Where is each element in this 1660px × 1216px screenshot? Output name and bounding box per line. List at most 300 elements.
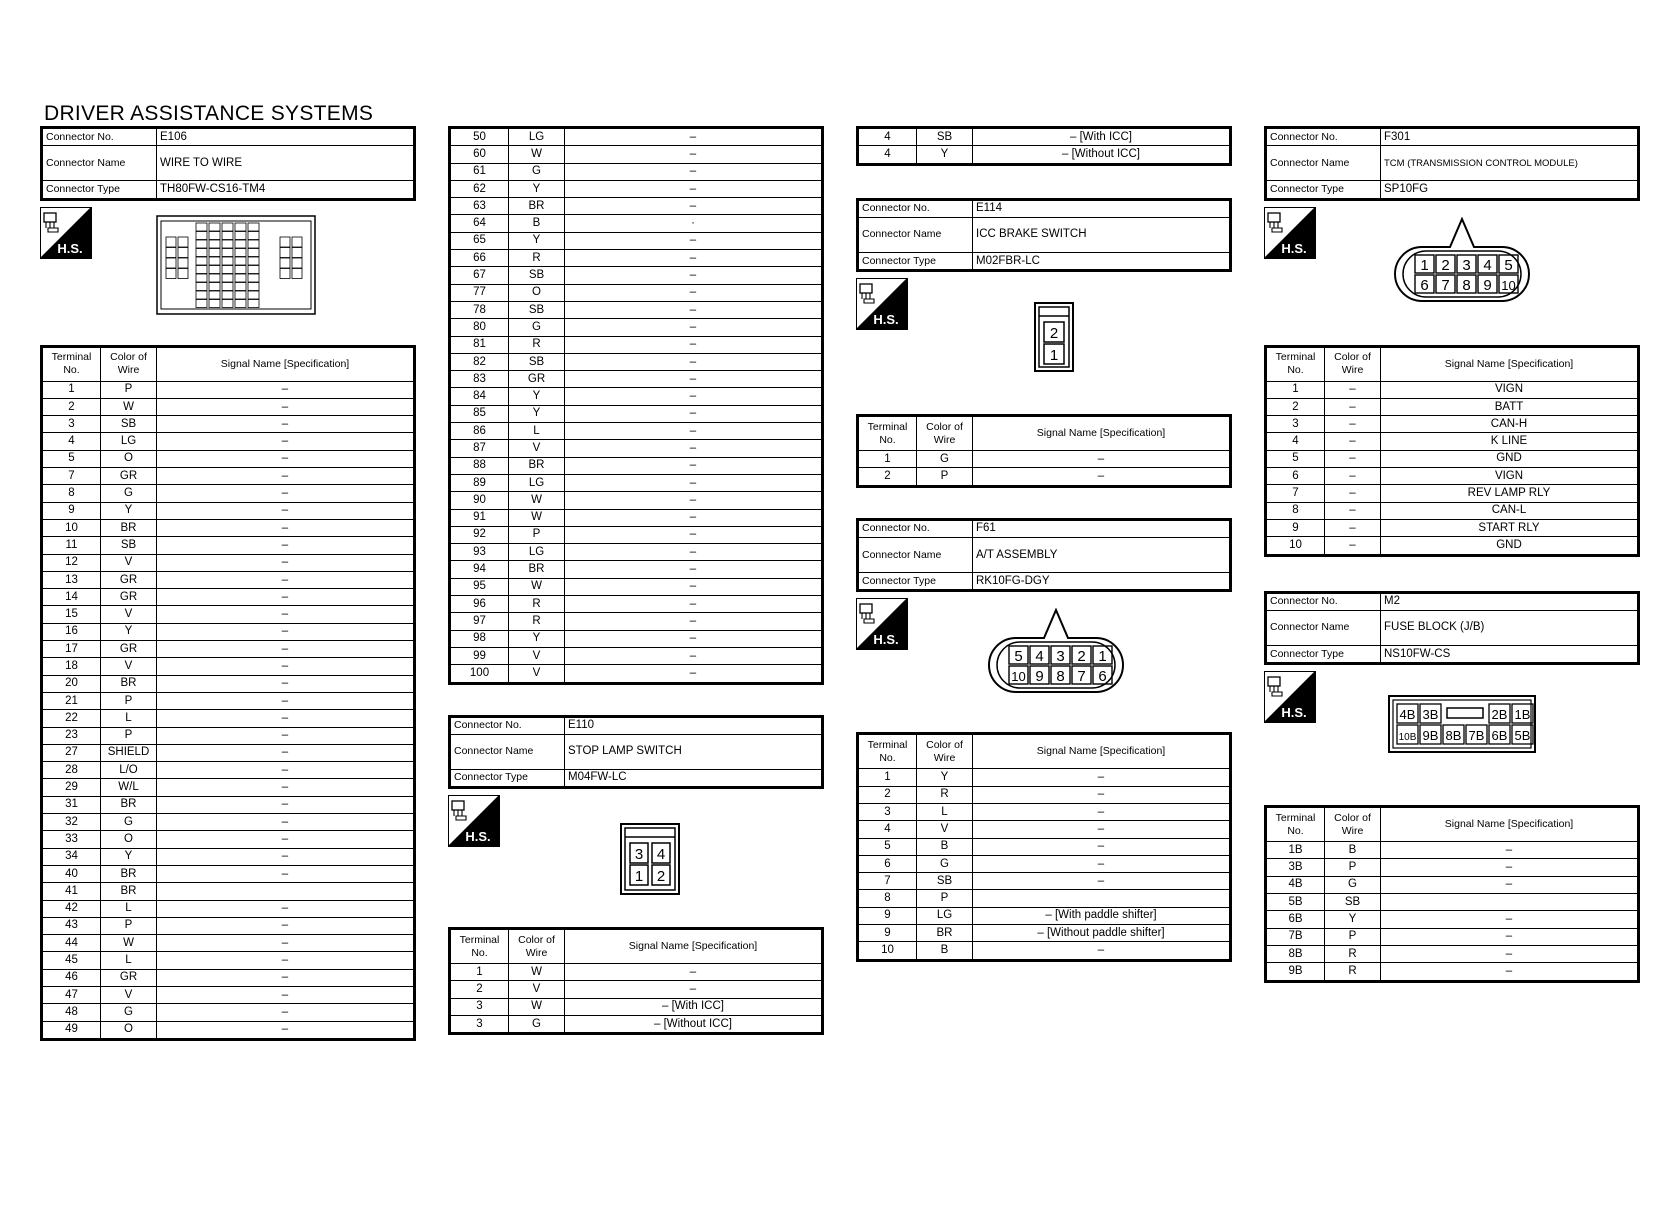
signal-name-cell: – (157, 900, 415, 917)
connector-type-label: Connector Type (858, 252, 973, 270)
terminal-no-cell: 7 (858, 873, 917, 890)
wire-color-cell: O (101, 450, 157, 467)
signal-name-cell: – (973, 769, 1231, 786)
wire-color-cell: SB (1325, 894, 1381, 911)
wire-color-cell: – (1325, 502, 1381, 519)
table-row (450, 198, 823, 215)
table-row (858, 769, 1231, 786)
wire-color-cell: B (917, 942, 973, 960)
signal-name-cell: – (1381, 963, 1639, 981)
table-row (450, 509, 823, 526)
table-row (42, 468, 415, 485)
signal-name-cell: – (1381, 911, 1639, 928)
signal-name-cell: – (157, 814, 415, 831)
terminal-no-cell: 9 (858, 925, 917, 942)
signal-name-cell: BATT (1381, 398, 1639, 415)
connector-no-value: E110 (565, 716, 823, 734)
terminal-no-cell: 1 (1266, 381, 1325, 398)
terminal-no-cell: 31 (42, 796, 101, 813)
harness-side-icon (40, 207, 92, 259)
signal-name-cell: – (565, 981, 823, 998)
column-4 (1264, 126, 1640, 983)
wire-color-cell: Y (101, 502, 157, 519)
terminal-table-f61 (856, 732, 1232, 961)
connector-info-m2 (1264, 591, 1640, 666)
terminal-no-header: Terminal No. (1266, 807, 1325, 842)
wire-color-cell: B (509, 215, 565, 232)
terminal-no-cell: 28 (42, 762, 101, 779)
table-row (450, 180, 823, 197)
table-row (42, 589, 415, 606)
signal-name-cell: REV LAMP RLY (1381, 485, 1639, 502)
terminal-no-cell: 62 (450, 180, 509, 197)
terminal-no-cell: 4 (858, 821, 917, 838)
wire-color-cell: W (509, 509, 565, 526)
signal-name-cell: – (157, 468, 415, 485)
terminal-no-cell: 1 (858, 451, 917, 468)
table-row (42, 381, 415, 398)
signal-name-cell: – (157, 623, 415, 640)
terminal-no-header: Terminal No. (42, 346, 101, 381)
signal-name-cell: – (565, 232, 823, 249)
connector-type-value: NS10FW-CS (1381, 645, 1639, 663)
connector-f301-face-icon (1392, 217, 1532, 307)
signal-name-cell: – (1381, 928, 1639, 945)
terminal-no-cell: 66 (450, 250, 509, 267)
terminal-no-cell: 96 (450, 596, 509, 613)
wire-color-cell: W (509, 578, 565, 595)
wire-color-cell: V (101, 554, 157, 571)
table-row (450, 423, 823, 440)
table-row (450, 526, 823, 543)
signal-name-cell: – (565, 336, 823, 353)
table-row (450, 457, 823, 474)
terminal-no-cell: 77 (450, 284, 509, 301)
signal-name-cell: – (565, 665, 823, 683)
pin-label: 9 (1035, 668, 1044, 686)
terminal-no-header: Terminal No. (858, 416, 917, 451)
terminal-table-e106-b (448, 126, 824, 685)
wire-color-cell: BR (509, 561, 565, 578)
signal-name-cell: – (157, 641, 415, 658)
wire-color-cell: W (509, 998, 565, 1015)
wire-color-cell: – (1325, 398, 1381, 415)
table-row (42, 675, 415, 692)
signal-name-cell: – (973, 803, 1231, 820)
terminal-no-cell: 5B (1266, 894, 1325, 911)
signal-name-cell: – (157, 865, 415, 882)
table-row (858, 873, 1231, 890)
table-row (1266, 485, 1639, 502)
terminal-no-cell: 20 (42, 675, 101, 692)
table-row (42, 623, 415, 640)
terminal-no-cell: 29 (42, 779, 101, 796)
pin-label: 1 (1098, 648, 1107, 666)
table-row (1266, 963, 1639, 981)
terminal-no-cell: 10 (858, 942, 917, 960)
terminal-no-cell: 60 (450, 146, 509, 163)
signal-name-cell: GND (1381, 450, 1639, 467)
wire-color-cell: B (1325, 842, 1381, 859)
table-row (42, 398, 415, 415)
signal-name-cell: – (565, 457, 823, 474)
signal-name-cell: – (157, 831, 415, 848)
signal-name-cell: – (1381, 945, 1639, 962)
signal-name-cell: – (565, 371, 823, 388)
table-row (1266, 502, 1639, 519)
wire-color-cell: SHIELD (101, 744, 157, 761)
signal-name-cell: – (157, 485, 415, 502)
pin-label: 2 (656, 868, 666, 886)
connector-graphic-f301 (1264, 201, 1640, 333)
connector-graphic-f61 (856, 592, 1232, 720)
wire-color-cell: L/O (101, 762, 157, 779)
terminal-no-cell: 1 (450, 964, 509, 981)
hs-label: H.S. (57, 240, 83, 256)
connector-type-value: RK10FG-DGY (973, 573, 1231, 591)
table-row (42, 727, 415, 744)
terminal-no-cell: 8B (1266, 945, 1325, 962)
terminal-no-cell: 89 (450, 474, 509, 491)
terminal-no-cell: 4 (858, 128, 917, 146)
connector-name-label: Connector Name (858, 538, 973, 573)
color-header: Color of Wire (101, 346, 157, 381)
pin-label: 3 (1056, 648, 1065, 666)
signal-name-cell: – (565, 267, 823, 284)
terminal-no-cell: 81 (450, 336, 509, 353)
terminal-no-cell: 48 (42, 1004, 101, 1021)
wire-color-cell: O (101, 1021, 157, 1039)
terminal-no-cell: 46 (42, 969, 101, 986)
table-row (42, 537, 415, 554)
connector-info-f61 (856, 518, 1232, 593)
connector-no-label: Connector No. (1266, 592, 1381, 610)
wire-color-cell: BR (101, 796, 157, 813)
terminal-no-cell: 8 (1266, 502, 1325, 519)
terminal-no-cell: 8 (858, 890, 917, 907)
table-row (1266, 537, 1639, 555)
signal-name-cell: – (1381, 842, 1639, 859)
signal-name-cell: – (565, 440, 823, 457)
table-row (858, 942, 1231, 960)
wire-color-cell: – (1325, 381, 1381, 398)
terminal-no-cell: 88 (450, 457, 509, 474)
terminal-no-cell: 99 (450, 647, 509, 664)
signal-name-cell: – (157, 398, 415, 415)
signal-name-cell: GND (1381, 537, 1639, 555)
signal-name-cell: – (157, 502, 415, 519)
wire-color-cell: SB (509, 301, 565, 318)
pin-label: 10B (1398, 732, 1417, 744)
signal-name-cell: · (565, 215, 823, 232)
signal-name-cell: – (157, 537, 415, 554)
table-row (858, 146, 1231, 164)
terminal-no-cell: 63 (450, 198, 509, 215)
pin-label: 10 (1011, 669, 1026, 685)
table-row (858, 821, 1231, 838)
terminal-no-cell: 3 (858, 803, 917, 820)
wire-color-cell: BR (101, 883, 157, 900)
wire-color-cell: BR (917, 925, 973, 942)
hs-label: H.S. (1281, 705, 1307, 721)
signal-name-cell: VIGN (1381, 468, 1639, 485)
signal-name-cell: – (565, 578, 823, 595)
wire-color-cell: W (509, 964, 565, 981)
terminal-table-e110-continued (856, 126, 1232, 166)
terminal-no-cell: 80 (450, 319, 509, 336)
connector-e106-face-icon (156, 215, 316, 315)
table-row (450, 665, 823, 683)
terminal-no-cell: 64 (450, 215, 509, 232)
table-row (858, 890, 1231, 907)
connector-type-label: Connector Type (1266, 181, 1381, 199)
signal-name-cell: – (565, 492, 823, 509)
table-row (42, 1021, 415, 1039)
connector-type-label: Connector Type (1266, 645, 1381, 663)
signal-name-cell: – (565, 301, 823, 318)
terminal-no-cell: 33 (42, 831, 101, 848)
terminal-no-cell: 18 (42, 658, 101, 675)
terminal-no-cell: 5 (42, 450, 101, 467)
wire-color-cell: Y (509, 630, 565, 647)
table-row (450, 371, 823, 388)
wire-color-cell: Y (509, 180, 565, 197)
terminal-no-cell: 3 (450, 998, 509, 1015)
connector-name-label: Connector Name (1266, 610, 1381, 645)
terminal-no-cell: 2 (450, 981, 509, 998)
table-row (450, 1015, 823, 1033)
signal-name-cell: – (565, 561, 823, 578)
table-row (1266, 433, 1639, 450)
wire-color-cell: G (917, 451, 973, 468)
pin-label: 1B (1514, 707, 1531, 723)
signal-name-cell: – (157, 554, 415, 571)
connector-no-value: E114 (973, 199, 1231, 217)
table-row (450, 647, 823, 664)
signal-name-cell: – (157, 727, 415, 744)
terminal-no-cell: 78 (450, 301, 509, 318)
signal-name-cell: – [With paddle shifter] (973, 907, 1231, 924)
wire-color-cell: GR (101, 571, 157, 588)
wire-color-cell: – (1325, 416, 1381, 433)
pin-label: 1 (634, 868, 644, 886)
connector-type-label: Connector Type (450, 769, 565, 787)
signal-name-cell: – (565, 509, 823, 526)
wire-color-cell: R (1325, 963, 1381, 981)
wire-color-cell: – (1325, 537, 1381, 555)
wire-color-cell: LG (509, 128, 565, 146)
table-row (1266, 911, 1639, 928)
terminal-no-cell: 97 (450, 613, 509, 630)
terminal-no-cell: 32 (42, 814, 101, 831)
terminal-no-cell: 6B (1266, 911, 1325, 928)
color-header: Color of Wire (1325, 807, 1381, 842)
wire-color-cell: Y (917, 769, 973, 786)
terminal-table-e106-a (40, 345, 416, 1041)
signal-name-cell: – (157, 917, 415, 934)
signal-name-cell: – (973, 942, 1231, 960)
table-row (450, 267, 823, 284)
connector-type-value: SP10FG (1381, 181, 1639, 199)
terminal-no-cell: 83 (450, 371, 509, 388)
wire-color-cell: W/L (101, 779, 157, 796)
terminal-no-cell: 27 (42, 744, 101, 761)
signal-name-cell: – (157, 848, 415, 865)
connector-graphic-m2 (1264, 665, 1640, 793)
connector-no-value: F61 (973, 519, 1231, 537)
terminal-no-cell: 7 (1266, 485, 1325, 502)
signal-name-cell: – (565, 319, 823, 336)
table-row (42, 502, 415, 519)
pin-label: 10 (1501, 277, 1516, 293)
pin-label: 3 (1462, 256, 1471, 274)
table-row (450, 405, 823, 422)
wire-color-cell: SB (509, 267, 565, 284)
terminal-no-cell: 9 (42, 502, 101, 519)
table-row (450, 630, 823, 647)
wire-color-cell: BR (101, 865, 157, 882)
connector-no-value: F301 (1381, 128, 1639, 146)
terminal-no-cell: 12 (42, 554, 101, 571)
terminal-no-cell: 7 (42, 468, 101, 485)
signal-name-cell: – (973, 451, 1231, 468)
hs-label: H.S. (1281, 240, 1307, 256)
table-row (42, 848, 415, 865)
connector-type-value: TH80FW-CS16-TM4 (157, 181, 415, 199)
pin-label: 7 (1077, 668, 1086, 686)
table-row (42, 554, 415, 571)
terminal-no-cell: 1 (42, 381, 101, 398)
terminal-no-cell: 10 (42, 519, 101, 536)
signal-name-cell: – (157, 589, 415, 606)
hs-label: H.S. (873, 312, 899, 328)
terminal-no-cell: 41 (42, 883, 101, 900)
terminal-no-cell: 91 (450, 509, 509, 526)
wire-color-cell: P (101, 381, 157, 398)
signal-name-cell: – [With ICC] (565, 998, 823, 1015)
terminal-no-cell: 100 (450, 665, 509, 683)
table-row (450, 301, 823, 318)
table-row (450, 284, 823, 301)
pin-label: 4 (1483, 256, 1492, 274)
table-row (42, 986, 415, 1003)
terminal-no-cell: 2 (1266, 398, 1325, 415)
signal-name-cell: – (565, 128, 823, 146)
terminal-no-cell: 86 (450, 423, 509, 440)
signal-name-cell: – (157, 952, 415, 969)
connector-info-e110 (448, 715, 824, 790)
wire-color-cell: Y (1325, 911, 1381, 928)
terminal-no-cell: 4B (1266, 876, 1325, 893)
table-row (858, 803, 1231, 820)
connector-no-value: M2 (1381, 592, 1639, 610)
wire-color-cell: SB (101, 416, 157, 433)
wire-color-cell: P (101, 692, 157, 709)
signal-name-cell: – (157, 1004, 415, 1021)
wire-color-cell: P (101, 917, 157, 934)
signal-name-cell: – (157, 986, 415, 1003)
connector-name-label: Connector Name (1266, 146, 1381, 181)
connector-type-value: M04FW-LC (565, 769, 823, 787)
wire-color-cell: V (917, 821, 973, 838)
table-row (450, 474, 823, 491)
wire-color-cell: SB (509, 353, 565, 370)
wire-color-cell: BR (509, 457, 565, 474)
connector-no-value: E106 (157, 128, 415, 146)
connector-no-label: Connector No. (42, 128, 157, 146)
signal-name-cell: – (157, 571, 415, 588)
wire-color-cell: R (1325, 945, 1381, 962)
terminal-no-cell: 14 (42, 589, 101, 606)
wire-color-cell: Y (101, 623, 157, 640)
table-row (1266, 381, 1639, 398)
wire-color-cell: GR (101, 589, 157, 606)
pin-label: 7 (1441, 276, 1450, 294)
wire-color-cell: SB (101, 537, 157, 554)
table-row (42, 606, 415, 623)
connector-name-value: TCM (TRANSMISSION CONTROL MODULE) (1381, 146, 1639, 181)
table-row (42, 952, 415, 969)
harness-side-icon (1264, 207, 1316, 259)
table-row (42, 710, 415, 727)
connector-type-value: M02FBR-LC (973, 252, 1231, 270)
signal-name-cell: – (973, 786, 1231, 803)
table-row (858, 786, 1231, 803)
connector-graphic-e110 (448, 789, 824, 915)
wire-color-cell: G (509, 1015, 565, 1033)
signal-name-cell: – (565, 526, 823, 543)
signal-name-cell: – (157, 675, 415, 692)
wire-color-cell: G (101, 485, 157, 502)
wire-color-cell: G (509, 163, 565, 180)
table-row (42, 744, 415, 761)
signal-name-cell: – (1381, 859, 1639, 876)
table-row (42, 658, 415, 675)
wire-color-cell: GR (101, 969, 157, 986)
signal-name-cell: – (157, 692, 415, 709)
terminal-no-cell: 42 (42, 900, 101, 917)
wire-color-cell: P (1325, 859, 1381, 876)
wire-color-cell: SB (917, 873, 973, 890)
wire-color-cell: Y (509, 388, 565, 405)
connector-info-e106 (40, 126, 416, 201)
table-row (42, 450, 415, 467)
table-row (450, 561, 823, 578)
terminal-no-cell: 2 (858, 786, 917, 803)
terminal-no-cell: 43 (42, 917, 101, 934)
pin-label: 6 (1420, 276, 1429, 294)
wire-color-cell: V (509, 440, 565, 457)
signal-name-cell: – (1381, 876, 1639, 893)
terminal-no-cell: 94 (450, 561, 509, 578)
terminal-no-cell: 15 (42, 606, 101, 623)
terminal-no-cell: 22 (42, 710, 101, 727)
signal-name-cell: – (157, 606, 415, 623)
signal-name-cell: – (157, 519, 415, 536)
table-row (450, 215, 823, 232)
table-row (42, 796, 415, 813)
signal-name-cell: START RLY (1381, 519, 1639, 536)
hs-label: H.S. (873, 632, 899, 648)
wire-color-cell: L (101, 710, 157, 727)
wire-color-cell: R (917, 786, 973, 803)
table-row (450, 964, 823, 981)
table-row (42, 519, 415, 536)
table-row (450, 163, 823, 180)
connector-m2-face-icon (1388, 695, 1538, 755)
color-header: Color of Wire (917, 416, 973, 451)
terminal-no-cell: 23 (42, 727, 101, 744)
